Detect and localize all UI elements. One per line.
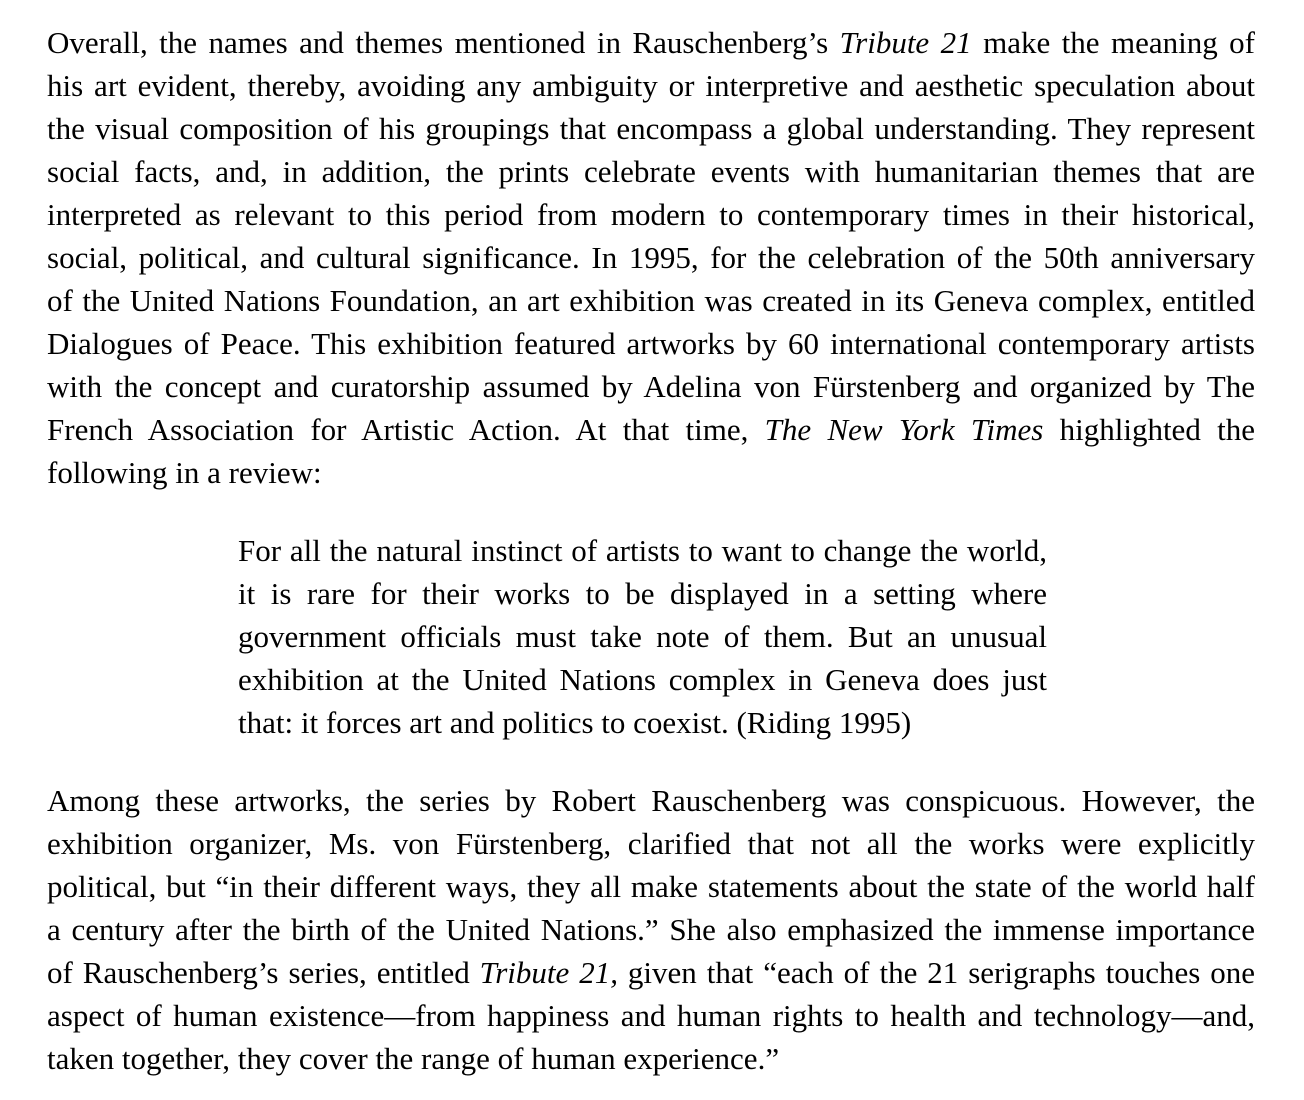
italic-text-run: Tribute 21,: [479, 955, 618, 990]
text-line: [47, 64, 1255, 107]
text-run: that: it forces art and politics to coexist. (Riding 1995): [238, 705, 912, 740]
text-line: [238, 658, 1047, 701]
text-run: it is rare for their works to be displayed in a setting where: [238, 576, 1047, 611]
text-run: interpreted as relevant to this period from modern to contemporary times in their historical,: [47, 197, 1255, 232]
text-line: [47, 865, 1255, 908]
text-run: make the meaning of: [971, 25, 1255, 60]
text-line: [47, 193, 1255, 236]
text-line: [238, 529, 1047, 572]
text-line: [47, 279, 1255, 322]
text-run: political, but “in their different ways, they all make statements about the state of the world half: [47, 869, 1255, 904]
italic-text-run: Tribute 21: [839, 25, 972, 60]
text-line: [238, 701, 1047, 744]
text-run: of the United Nations Foundation, an art exhibition was created in its Geneva complex, entitled: [47, 283, 1255, 318]
text-run: government officials must take note of them. But an unusual: [238, 619, 1047, 654]
text-line: [47, 408, 1255, 451]
text-run: of Rauschenberg’s series, entitled: [47, 955, 480, 990]
text-run: French Association for Artistic Action. At that time,: [47, 412, 765, 447]
text-run: exhibition at the United Nations complex in Geneva does just: [238, 662, 1047, 697]
text-line: [47, 994, 1255, 1037]
text-line: [238, 572, 1047, 615]
text-run: the visual composition of his groupings that encompass a global understanding. They represent: [47, 111, 1255, 146]
text-run: a century after the birth of the United Nations.” She also emphasized the immense importance: [47, 912, 1255, 947]
text-line: [47, 322, 1255, 365]
text-run: taken together, they cover the range of human experience.”: [47, 1041, 780, 1076]
text-run: exhibition organizer, Ms. von Fürstenberg, clarified that not all the works were explicitly: [47, 826, 1255, 861]
text-line: [47, 822, 1255, 865]
text-line: [47, 107, 1255, 150]
text-run: following in a review:: [47, 455, 322, 490]
text-run: Among these artworks, the series by Robert Rauschenberg was conspicuous. However, the: [47, 783, 1255, 818]
text-run: with the concept and curatorship assumed by Adelina von Fürstenberg and organized by The: [47, 369, 1255, 404]
text-run: highlighted the: [1043, 412, 1255, 447]
text-line: [47, 365, 1255, 408]
text-line: [47, 1037, 1255, 1080]
text-line: [47, 451, 1255, 494]
text-run: social facts, and, in addition, the prints celebrate events with humanitarian themes that are: [47, 154, 1255, 189]
text-run: given that “each of the 21 serigraphs touches one: [617, 955, 1256, 990]
paragraph-overview: [47, 21, 1255, 494]
text-line: [47, 951, 1255, 994]
text-line: [47, 908, 1255, 951]
paragraph-among-artworks: [47, 779, 1255, 1080]
italic-text-run: The New York Times: [764, 412, 1044, 447]
text-line: [47, 236, 1255, 279]
text-run: social, political, and cultural significance. In 1995, for the celebration of the 50th anniversary: [47, 240, 1255, 275]
text-line: [47, 779, 1255, 822]
text-run: Overall, the names and themes mentioned in Rauschenberg’s: [47, 25, 840, 60]
text-line: [47, 150, 1255, 193]
blockquote-nyt-review: [238, 529, 1047, 744]
text-run: aspect of human existence—from happiness and human rights to health and technology—and,: [47, 998, 1255, 1033]
text-run: For all the natural instinct of artists to want to change the world,: [238, 533, 1047, 568]
text-line: [238, 615, 1047, 658]
text-line: [47, 21, 1255, 64]
text-run: Dialogues of Peace. This exhibition featured artworks by 60 international contemporary artists: [47, 326, 1255, 361]
text-run: his art evident, thereby, avoiding any ambiguity or interpretive and aesthetic speculation about: [47, 68, 1255, 103]
